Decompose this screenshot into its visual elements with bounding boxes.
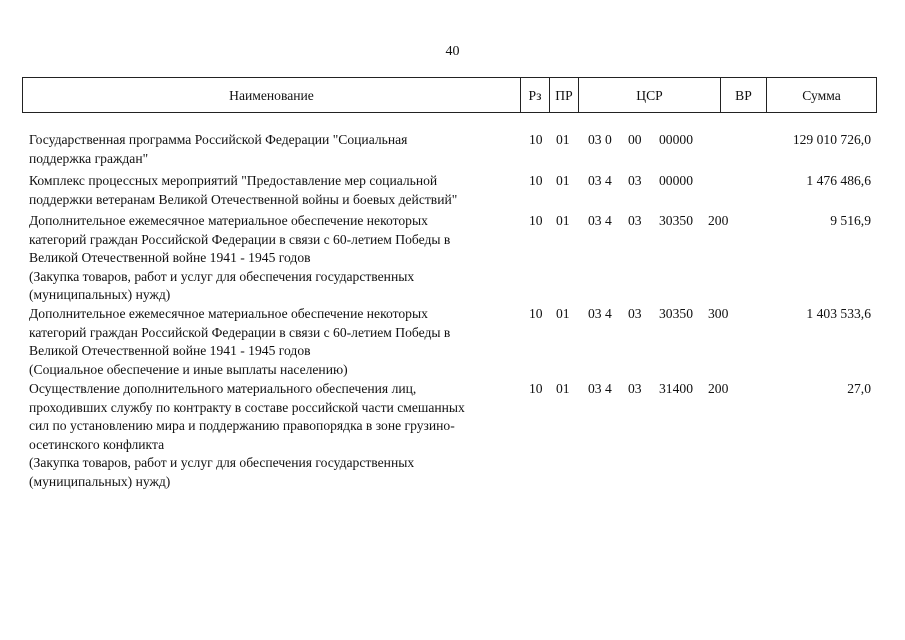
row-rz: 10 <box>529 306 543 321</box>
row-sum: 27,0 <box>847 381 871 396</box>
row-name: Государственная программа Российской Федерации "Социальная поддержка граждан" <box>29 132 408 166</box>
row-rz: 10 <box>529 381 543 396</box>
row-csr-direction: 00000 <box>659 173 693 188</box>
row-vr: 200 <box>708 213 729 228</box>
row-rz: 10 <box>529 132 543 147</box>
row-csr-subprogram: 03 <box>628 381 642 396</box>
row-sum: 1 403 533,6 <box>806 306 871 321</box>
row-rz: 10 <box>529 173 543 188</box>
row-csr-direction: 00000 <box>659 132 693 147</box>
row-vr: 200 <box>708 381 729 396</box>
row-pr: 01 <box>556 132 570 147</box>
row-csr-direction: 30350 <box>659 213 693 228</box>
row-pr: 01 <box>556 381 570 396</box>
row-csr-program: 03 4 <box>588 213 612 228</box>
row-sum: 129 010 726,0 <box>792 132 871 147</box>
header-csr: ЦСР <box>578 78 720 112</box>
row-sum: 9 516,9 <box>830 213 871 228</box>
page-number: 40 <box>445 44 460 59</box>
row-name: Дополнительное ежемесячное материальное обеспечение некоторых категорий граждан Российской Федерации в связи с 60-летием Победы в Великой Отечественной войне 1941 - 1945 годов (Социальное обеспечение и иные выплаты населению) <box>29 306 451 377</box>
table-header <box>22 77 877 113</box>
row-name: Осуществление дополнительного материального обеспечения лиц, проходивших службу по контракту в составе российской части смешанных сил по установлению мира и поддержанию правопорядка в зоне грузино- осетинского конфликта (Закупка товаров, работ и услуг для обеспечения государственных (муниципальных) нужд) <box>29 381 465 489</box>
row-csr-subprogram: 00 <box>628 132 642 147</box>
row-csr-direction: 30350 <box>659 306 693 321</box>
row-csr-subprogram: 03 <box>628 306 642 321</box>
row-csr-program: 03 4 <box>588 173 612 188</box>
header-vr: ВР <box>720 78 766 112</box>
header-name: Наименование <box>229 88 314 103</box>
row-csr-subprogram: 03 <box>628 173 642 188</box>
row-rz: 10 <box>529 213 543 228</box>
header-sum: Сумма <box>766 78 876 112</box>
row-name: Комплекс процессных мероприятий "Предоставление мер социальной поддержки ветеранам Великой Отечественной войны и боевых действий" <box>29 173 458 207</box>
row-csr-program: 03 4 <box>588 306 612 321</box>
row-name: Дополнительное ежемесячное материальное обеспечение некоторых категорий граждан Российской Федерации в связи с 60-летием Победы в Великой Отечественной войне 1941 - 1945 годов (Закупка товаров, работ и услуг для обеспечения государственных (муниципальных) нужд) <box>29 213 451 302</box>
row-vr: 300 <box>708 306 729 321</box>
row-pr: 01 <box>556 173 570 188</box>
row-sum: 1 476 486,6 <box>806 173 871 188</box>
row-csr-direction: 31400 <box>659 381 693 396</box>
header-rz: Рз <box>520 78 549 112</box>
row-csr-program: 03 4 <box>588 381 612 396</box>
row-csr-subprogram: 03 <box>628 213 642 228</box>
row-csr-program: 03 0 <box>588 132 612 147</box>
row-pr: 01 <box>556 306 570 321</box>
row-pr: 01 <box>556 213 570 228</box>
header-pr: ПР <box>549 78 578 112</box>
